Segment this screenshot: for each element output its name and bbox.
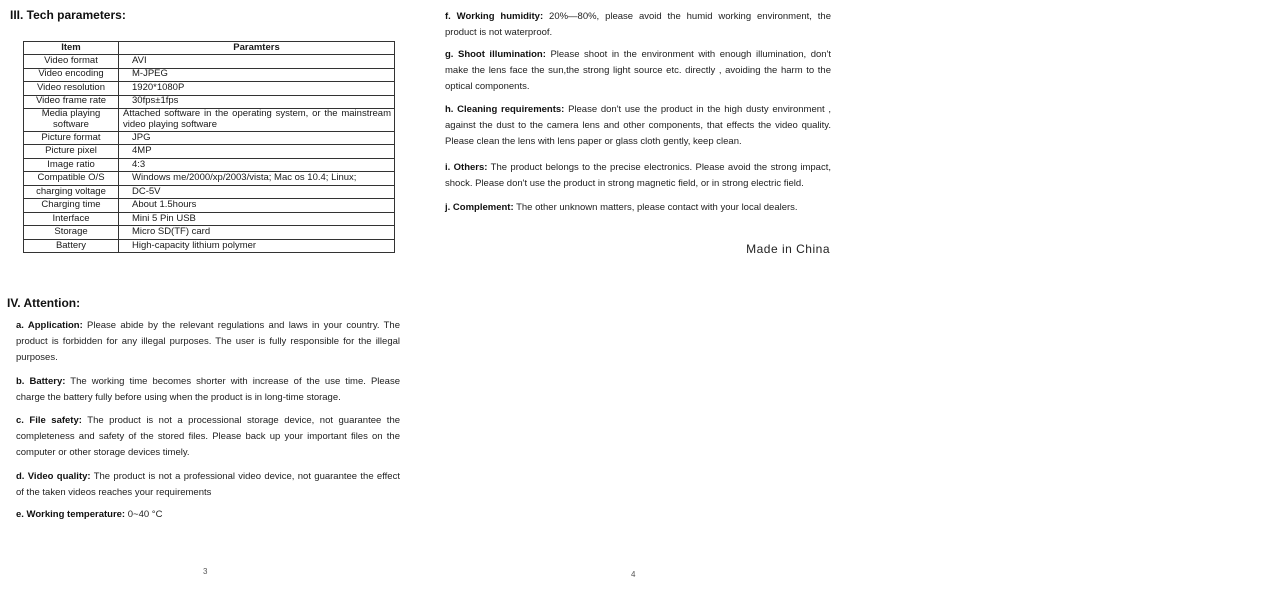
table-cell-value: Attached software in the operating system, or the mainstream video playing software: [119, 109, 395, 132]
table-row: [24, 199, 395, 213]
table-cell-item: Picture pixel: [24, 145, 119, 159]
table-cell-value: Micro SD(TF) card: [119, 226, 395, 240]
table-row: [24, 158, 395, 172]
page-number-right: 4: [631, 570, 636, 579]
table-header-row: [24, 42, 395, 55]
attention-text: The other unknown matters, please contact with your local dealers.: [516, 202, 798, 213]
attention-item-shoot-illumination: [445, 47, 831, 95]
attention-text: The product belongs to the precise electronics. Please avoid the strong impact, shock. Please don't use the product in strong magnetic field, or in strong electric field.: [445, 162, 831, 189]
table-row: [24, 95, 395, 109]
table-cell-value: AVI: [119, 55, 395, 69]
table-cell-item: Image ratio: [24, 158, 119, 172]
table-row: [24, 109, 395, 132]
table-cell-value: About 1.5hours: [119, 199, 395, 213]
table-row: [24, 239, 395, 253]
attention-label: a. Application:: [16, 320, 83, 331]
attention-item-battery: [16, 374, 400, 406]
table-row: [24, 131, 395, 145]
attention-item-working-temperature: [16, 507, 400, 523]
column-header-item: Item: [24, 42, 119, 55]
attention-text: Please abide by the relevant regulations and laws in your country. The product is forbidden for any illegal purposes. The user is fully responsible for the illegal purposes.: [16, 320, 400, 363]
attention-item-others: [445, 160, 831, 192]
attention-text: Please don't use the product in the high dusty environment , against the dust to the camera lens and other components, that effects the video quality. Please clean the lens with lens paper or glass cloth gently, keep clean.: [445, 104, 832, 147]
table-cell-item: Compatible O/S: [24, 172, 119, 186]
table-row: [24, 145, 395, 159]
attention-item-complement: [445, 200, 831, 216]
table-row: [24, 212, 395, 226]
attention-item-cleaning-requirements: [445, 102, 831, 150]
attention-item-application: [16, 318, 400, 366]
attention-label: e. Working temperature:: [16, 509, 126, 520]
table-row: [24, 82, 395, 96]
table-cell-item: Picture format: [24, 131, 119, 145]
made-in-label: Made in China: [746, 242, 830, 256]
table-cell-value: 4MP: [119, 145, 395, 159]
attention-text: The product is not a processional storage device, not guarantee the completeness and safety of the stored files. Please back up your important files on the computer or other storage devices timely.: [16, 415, 401, 458]
table-cell-value: 4:3: [119, 158, 395, 172]
attention-item-video-quality: [16, 469, 400, 501]
table-cell-value: JPG: [119, 131, 395, 145]
attention-text: 20%—80%, please avoid the humid working environment, the product is not waterproof.: [445, 11, 832, 38]
table-cell-item: Media playing software: [24, 109, 119, 132]
tech-parameters-heading: III. Tech parameters:: [10, 8, 126, 22]
table-cell-item: Video format: [24, 55, 119, 69]
attention-label: d. Video quality:: [16, 471, 91, 482]
table-cell-item: Video encoding: [24, 68, 119, 82]
table-cell-value: High-capacity lithium polymer: [119, 239, 395, 253]
table-cell-item: Charging time: [24, 199, 119, 213]
attention-label: h. Cleaning requirements:: [445, 104, 565, 115]
table-cell-value: 30fps±1fps: [119, 95, 395, 109]
table-row: [24, 185, 395, 199]
table-cell-item: Interface: [24, 212, 119, 226]
attention-heading: IV. Attention:: [7, 296, 81, 310]
table-cell-value: Windows me/2000/xp/2003/vista; Mac os 10.4; Linux;: [119, 172, 395, 186]
table-row: [24, 68, 395, 82]
attention-text: The working time becomes shorter with increase of the use time. Please charge the battery fully before using when the product is in long-time storage.: [16, 376, 400, 403]
attention-text: The product is not a professional video device, not guarantee the effect of the taken videos reaches your requirements: [16, 471, 400, 498]
table-cell-value: Mini 5 Pin USB: [119, 212, 395, 226]
table-cell-value: 1920*1080P: [119, 82, 395, 96]
table-cell-item: charging voltage: [24, 185, 119, 199]
table-row: [24, 55, 395, 69]
table-cell-item: Video frame rate: [24, 95, 119, 109]
attention-label: c. File safety:: [16, 415, 82, 426]
table-cell-value: M-JPEG: [119, 68, 395, 82]
table-cell-item: Video resolution: [24, 82, 119, 96]
table-row: [24, 172, 395, 186]
attention-label: i. Others:: [445, 162, 488, 173]
attention-label: b. Battery:: [16, 376, 66, 387]
table-row: [24, 226, 395, 240]
attention-text: 0~40 °C: [127, 509, 163, 520]
table-cell-item: Storage: [24, 226, 119, 240]
page-number-left: 3: [203, 567, 208, 576]
attention-label: j. Complement:: [445, 202, 514, 213]
attention-label: g. Shoot illumination:: [445, 49, 546, 60]
table-cell-item: Battery: [24, 239, 119, 253]
attention-item-working-humidity: [445, 9, 831, 41]
attention-item-file-safety: [16, 413, 400, 461]
table-cell-value: DC-5V: [119, 185, 395, 199]
attention-text: Please shoot in the environment with enough illumination, don't make the lens face the sun,the strong light source etc. directly , avoiding the harm to the optical components.: [445, 49, 831, 92]
tech-parameters-table: [23, 41, 395, 253]
attention-label: f. Working humidity:: [445, 11, 544, 22]
column-header-parameters: Paramters: [119, 42, 395, 55]
